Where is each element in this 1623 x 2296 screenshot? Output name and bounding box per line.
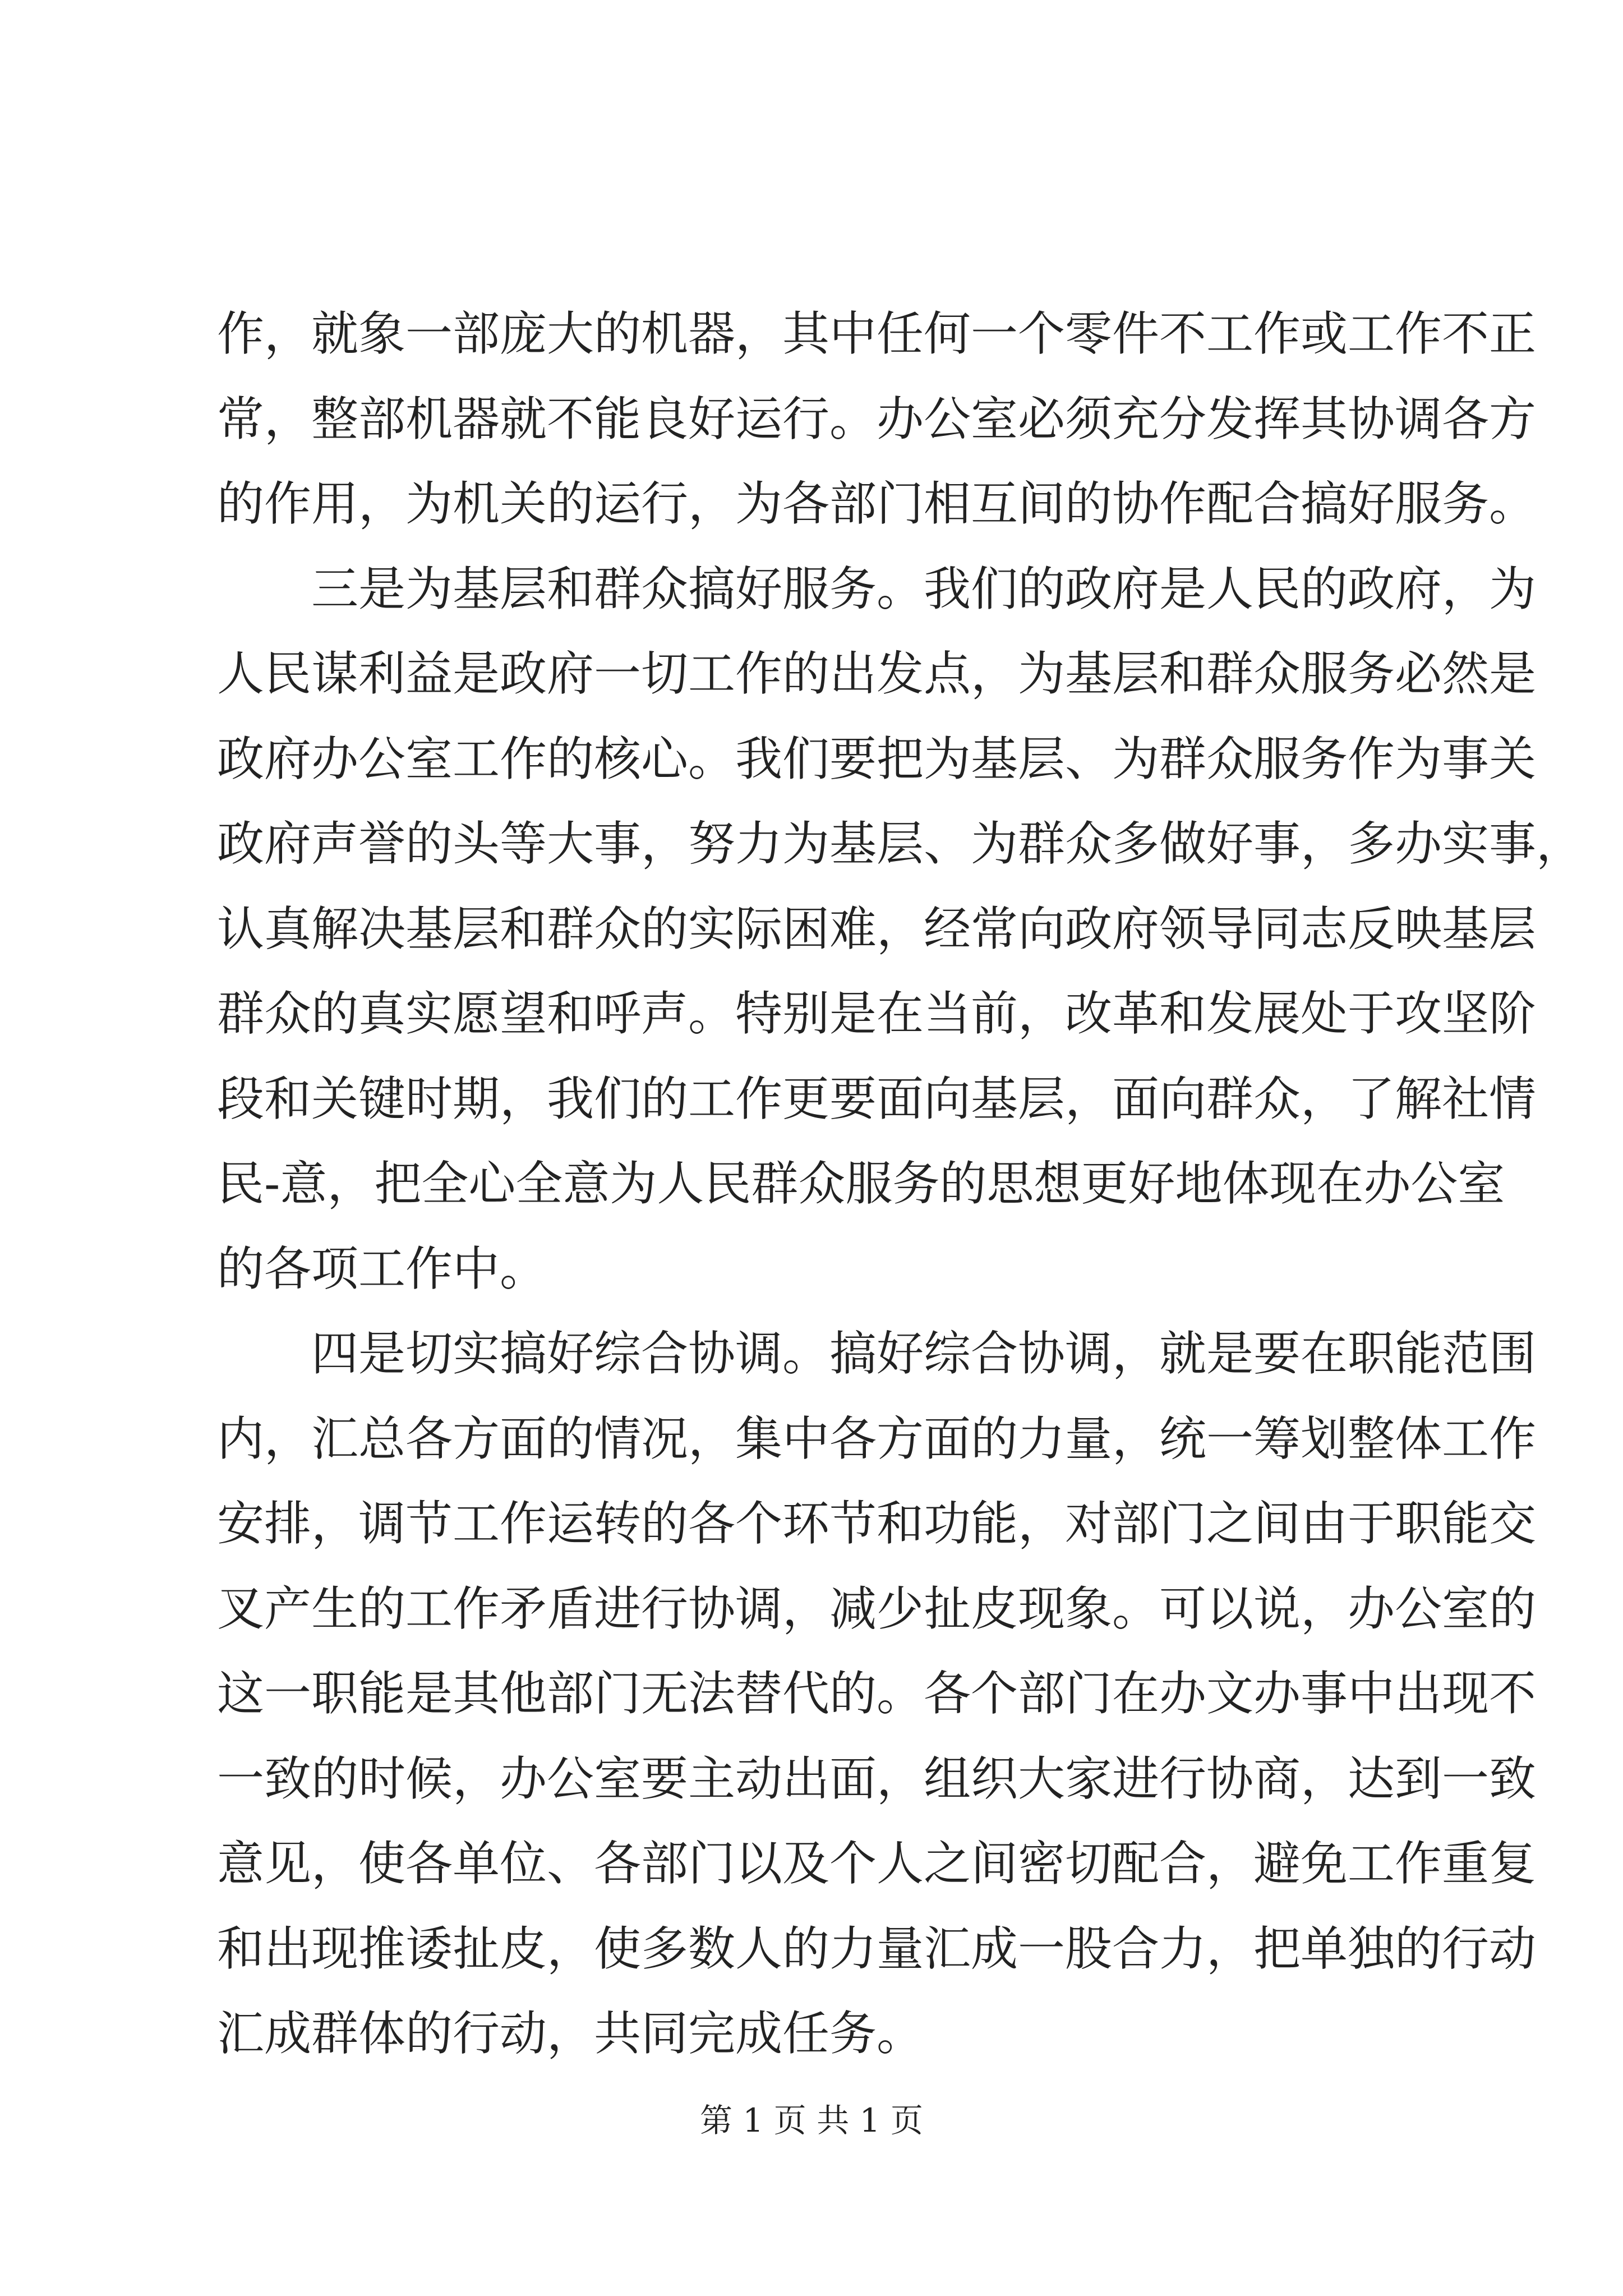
paragraph-2-line-1: 三是为基层和群众搞好服务。我们的政府是人民的政府，为 xyxy=(311,561,1537,616)
paragraph-3-line-8: 和出现推诿扯皮，使多数人的力量汇成一股合力，把单独的行动 xyxy=(217,1921,1537,1976)
paragraph-1-line-1: 作，就象一部庞大的机器，其中任何一个零件不工作或工作不正 xyxy=(217,306,1537,361)
body-text xyxy=(217,292,1584,2077)
paragraph-1-line-2: 常，整部机器就不能良好运行。办公室必须充分发挥其协调各方 xyxy=(217,391,1537,447)
paragraph-2-line-2: 人民谋利益是政府一切工作的出发点，为基层和群众服务必然是 xyxy=(217,646,1537,701)
paragraph-1-line-3: 的作用，为机关的运行，为各部门相互间的协作配合搞好服务。 xyxy=(217,476,1537,531)
paragraph-2-line-7: 段和关键时期，我们的工作更要面向基层，面向群众，了解社情 xyxy=(217,1071,1537,1126)
paragraph-3-line-5: 这一职能是其他部门无法替代的。各个部门在办文办事中出现不 xyxy=(217,1666,1537,1721)
paragraph-3-line-4: 叉产生的工作矛盾进行协调，减少扯皮现象。可以说，办公室的 xyxy=(217,1581,1537,1636)
paragraph-2-line-3: 政府办公室工作的核心。我们要把为基层、为群众服务作为事关 xyxy=(217,731,1537,786)
paragraph-2-line-6: 群众的真实愿望和呼声。特别是在当前，改革和发展处于攻坚阶 xyxy=(217,986,1537,1041)
paragraph-3-line-6: 一致的时候，办公室要主动出面，组织大家进行协商，达到一致 xyxy=(217,1751,1537,1806)
paragraph-3-line-9: 汇成群体的行动，共同完成任务。 xyxy=(217,2006,924,2061)
paragraph-3-line-7: 意见，使各单位、各部门以及个人之间密切配合，避免工作重复 xyxy=(217,1836,1537,1891)
paragraph-3-line-2: 内，汇总各方面的情况，集中各方面的力量，统一筹划整体工作 xyxy=(217,1411,1537,1466)
paragraph-2-line-4: 政府声誉的头等大事，努力为基层、为群众多做好事，多办实事， xyxy=(217,816,1584,871)
paragraph-2-line-8: 民-意，把全心全意为人民群众服务的思想更好地体现在办公室 xyxy=(217,1156,1505,1211)
paragraph-3-line-3: 安排，调节工作运转的各个环节和功能，对部门之间由于职能交 xyxy=(217,1496,1537,1551)
page-footer xyxy=(0,2098,1623,2143)
paragraph-2-line-9: 的各项工作中。 xyxy=(217,1241,547,1296)
paragraph-3-line-1: 四是切实搞好综合协调。搞好综合协调，就是要在职能范围 xyxy=(311,1326,1537,1381)
paragraph-2-line-5: 认真解决基层和群众的实际困难，经常向政府领导同志反映基层 xyxy=(217,901,1537,956)
page-number-label: 第 1 页 共 1 页 xyxy=(700,2101,923,2139)
